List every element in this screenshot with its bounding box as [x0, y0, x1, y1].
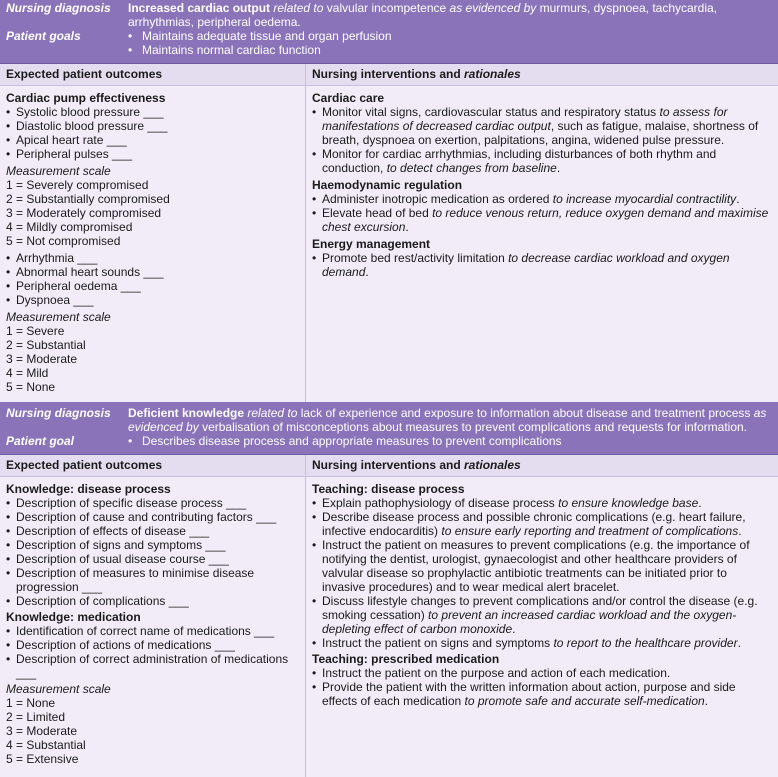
measurement-scale: 1 = Severely compromised 2 = Substantially compromised 3 = Moderately compromised 4 = Mildly compromised 5 = Not compromised [6, 178, 170, 248]
outcome-item: • Apical heart rate ___ [6, 133, 299, 147]
intervention-heading: Energy management [312, 237, 431, 251]
intervention-heading: Haemodynamic regulation [312, 178, 463, 192]
measurement-scale-label: Measurement scale [6, 310, 111, 324]
patient-goal-label: Patient goal [6, 434, 75, 448]
patient-goals-list [128, 434, 772, 448]
column-header-row-1 [0, 63, 778, 86]
intervention-list [312, 192, 772, 234]
intervention-heading: Teaching: prescribed medication [312, 652, 500, 666]
diagnosis-header-1 [0, 0, 778, 63]
intervention-list [312, 666, 772, 708]
nursing-diagnosis-text: Increased cardiac output related to valvular incompetence as evidenced by murmurs, dyspnoea, tachycardia, arrhythmias, peripheral oedema. [128, 1, 718, 29]
outcome-item: • Dyspnoea ___ [6, 293, 299, 307]
outcome-item: • Description of actions of medications ___ [6, 638, 299, 652]
patient-goals-list [128, 29, 772, 57]
outcome-item: • Description of specific disease process ___ [6, 496, 299, 510]
outcome-list [6, 624, 299, 680]
goal-item: • Describes disease process and appropriate measures to prevent complications [128, 434, 772, 448]
outcome-heading: Cardiac pump effectiveness [6, 91, 166, 105]
outcome-item: • Description of signs and symptoms ___ [6, 538, 299, 552]
section-body-2 [0, 477, 778, 777]
intervention-item: • Discuss lifestyle changes to prevent complications and/or control the disease (e.g. smoking cessation) to prevent an increased cardiac workload and the oxygen-depleting effect of carbon monoxide. [312, 594, 772, 636]
goal-item: • Maintains normal cardiac function [128, 43, 772, 57]
section-body-1 [0, 86, 778, 402]
outcome-item: • Peripheral pulses ___ [6, 147, 299, 161]
intervention-item: • Monitor vital signs, cardiovascular status and respiratory status to assess for manifestations of decreased cardiac output, such as fatigue, malaise, shortness of breath, dyspnoea on exertion, palpitations, angina, widened pulse pressure. [312, 105, 772, 147]
intervention-item: • Instruct the patient on measures to prevent complications (e.g. the importance of notifying the dentist, urologist, gynaecologist and other healthcare providers of valvular disease so prophylactic antibiotic treatments can be initiated prior to invasive procedures) and to wear medical alert bracelet. [312, 538, 772, 594]
measurement-scale-label: Measurement scale [6, 682, 111, 696]
intervention-heading: Cardiac care [312, 91, 385, 105]
intervention-list [312, 496, 772, 650]
outcomes-column-title: Expected patient outcomes [0, 455, 306, 476]
outcome-list [6, 496, 299, 608]
outcomes-column [0, 86, 306, 402]
intervention-item: • Describe disease process and possible chronic complications (e.g. heart failure, infective endocarditis) to ensure early reporting and treatment of complications. [312, 510, 772, 538]
intervention-item: • Promote bed rest/activity limitation to decrease cardiac workload and oxygen demand. [312, 251, 772, 279]
outcome-item: • Peripheral oedema ___ [6, 279, 299, 293]
interventions-column [306, 86, 778, 402]
outcomes-column-title: Expected patient outcomes [0, 64, 306, 85]
intervention-item: • Instruct the patient on the purpose and action of each medication. [312, 666, 772, 680]
outcome-item: • Description of cause and contributing factors ___ [6, 510, 299, 524]
measurement-scale: 1 = None 2 = Limited 3 = Moderate 4 = Substantial 5 = Extensive [6, 696, 86, 766]
measurement-scale: 1 = Severe 2 = Substantial 3 = Moderate 4 = Mild 5 = None [6, 324, 86, 394]
intervention-list [312, 251, 772, 279]
outcome-item: • Arrhythmia ___ [6, 251, 299, 265]
intervention-item: • Elevate head of bed to reduce venous return, reduce oxygen demand and maximise chest excursion. [312, 206, 772, 234]
outcome-item: • Description of complications ___ [6, 594, 299, 608]
column-header-row-2 [0, 454, 778, 477]
intervention-heading: Teaching: disease process [312, 482, 465, 496]
diagnosis-header-2 [0, 402, 778, 454]
outcome-item: • Diastolic blood pressure ___ [6, 119, 299, 133]
interventions-column-title: Nursing interventions and rationales [312, 458, 521, 472]
outcome-item: • Identification of correct name of medications ___ [6, 624, 299, 638]
outcome-item: • Description of correct administration of medications ___ [6, 652, 299, 680]
interventions-column [306, 477, 778, 777]
outcome-list [6, 105, 299, 161]
outcome-item: • Description of measures to minimise disease progression ___ [6, 566, 299, 594]
intervention-item: • Administer inotropic medication as ordered to increase myocardial contractility. [312, 192, 772, 206]
outcome-heading: Knowledge: medication [6, 610, 141, 624]
intervention-item: • Explain pathophysiology of disease process to ensure knowledge base. [312, 496, 772, 510]
outcome-item: • Description of usual disease course ___ [6, 552, 299, 566]
nursing-diagnosis-label: Nursing diagnosis [6, 406, 111, 420]
outcome-heading: Knowledge: disease process [6, 482, 171, 496]
intervention-item: • Provide the patient with the written information about action, purpose and side effects of each medication to promote safe and accurate self-medication. [312, 680, 772, 708]
outcome-list [6, 251, 299, 307]
outcome-item: • Abnormal heart sounds ___ [6, 265, 299, 279]
nursing-diagnosis-text: Deficient knowledge related to lack of experience and exposure to information about disease and treatment process as evidenced by verbalisation of misconceptions about measures to prevent complications and requests for information. [128, 406, 767, 434]
intervention-item: • Monitor for cardiac arrhythmias, including disturbances of both rhythm and conduction, to detect changes from baseline. [312, 147, 772, 175]
goal-item: • Maintains adequate tissue and organ perfusion [128, 29, 772, 43]
patient-goals-label: Patient goals [6, 29, 81, 43]
intervention-list [312, 105, 772, 175]
outcomes-column [0, 477, 306, 777]
outcome-item: • Description of effects of disease ___ [6, 524, 299, 538]
measurement-scale-label: Measurement scale [6, 164, 111, 178]
nursing-diagnosis-label: Nursing diagnosis [6, 1, 111, 15]
interventions-column-title: Nursing interventions and rationales [312, 67, 521, 81]
outcome-item: • Systolic blood pressure ___ [6, 105, 299, 119]
intervention-item: • Instruct the patient on signs and symptoms to report to the healthcare provider. [312, 636, 772, 650]
